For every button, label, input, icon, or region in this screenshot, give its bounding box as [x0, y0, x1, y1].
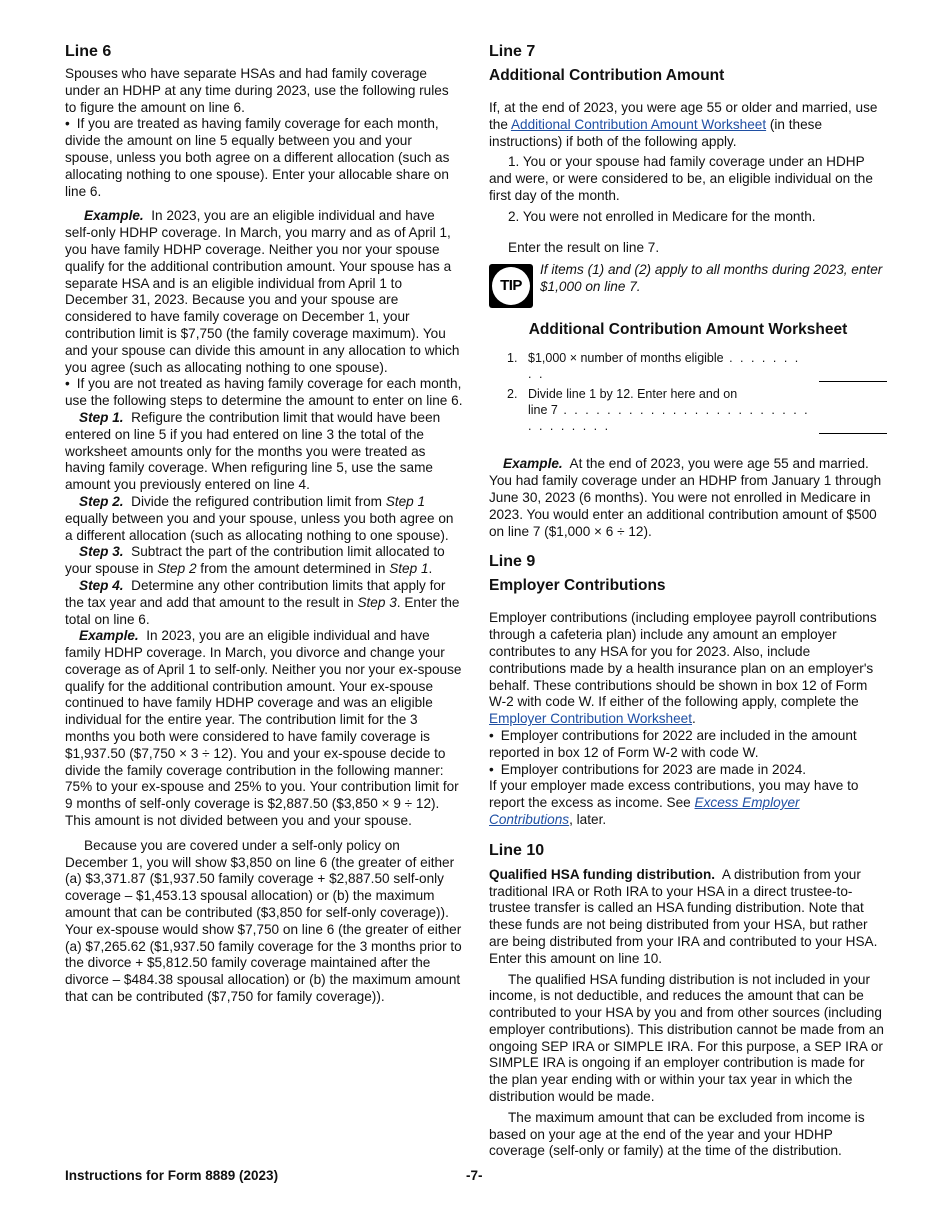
tip-icon: TIP: [489, 264, 533, 308]
line7-item-2: 2. You were not enrolled in Medicare for the month.: [508, 208, 816, 224]
line9-heading: Line 9: [489, 553, 536, 571]
excess-employer-contributions-link[interactable]: Excess Employer Contributions: [489, 795, 800, 827]
line10-paragraph-2: The qualified HSA funding distribution is not included in your income, is not deductible, and reduces the amount that can be contributed to your HSA by you and from other sources (including employer contributions). This distribution cannot be made from an ongoing SEP IRA or SIMPLE IRA. For this purpose, a SEP IRA or SIMPLE IRA is ongoing if an employer contribution is made for the plan year ending with or within your tax year in which the distribution would be made.: [489, 971, 884, 1105]
line7-intro: If, at the end of 2023, you were age 55 or older and married, use the Additional Contribution Amount Worksheet (in these instructions) if both of the following apply.: [489, 100, 878, 149]
step-2: Step 2. Divide the refigured contribution limit from Step 1 equally between you and your spouse, unless you both agree on a different allocation (such as allocating nothing to one spouse).: [65, 493, 454, 543]
employer-contribution-worksheet-link[interactable]: Employer Contribution Worksheet: [489, 711, 692, 727]
left-column: [65, 42, 463, 1006]
line6-example2-continued: Because you are covered under a self-only policy on December 1, you will show $3,850 on line 6 (the greater of either (a) $3,371.87 ($1,937.50 family coverage + $2,887.50 self-only coverage – $1,453.13 spousal allocation) or (b) the maximum amount that can be contributed ($3,850 for self-only coverage)). Your ex-spouse would show $7,750 on line 6 (the greater of either (a) $7,265.62 ($1,937.50 family coverage for the 3 months prior to the divorce + $5,812.50 family coverage maintained after the divorce – $484.38 spousal allocation) or (b) the maximum amount that can be contributed ($7,750 for family coverage)).: [65, 837, 462, 1005]
line7-subheading: Additional Contribution Amount: [489, 67, 725, 84]
worksheet-row-1: 1. $1,000 × number of months eligible . . . . . . . . .: [489, 350, 887, 382]
line10-paragraph: Qualified HSA funding distribution. A distribution from your traditional IRA or Roth IRA to your HSA in a direct trustee-to-trustee transfer is called an HSA funding distribution. Note that these funds are not being distributed from your HSA, but rather are being distributed from your IRA and contributed to your HSA. Enter this amount on line 10.: [489, 866, 878, 966]
page-number: -7-: [466, 1168, 483, 1183]
step-3: Step 3. Subtract the part of the contribution limit allocated to your spouse in Step 2 from the amount determined in Step 1.: [65, 544, 445, 577]
worksheet-line1-field[interactable]: [819, 367, 887, 382]
footer-title: Instructions for Form 8889 (2023): [65, 1168, 279, 1183]
line7-heading: Line 7: [489, 43, 536, 60]
line9-paragraph: Employer contributions (including employee payroll contributions through a cafeteria plan) include any amount an employer contributes to any HSA for you for 2023. Also, include contributions made by a health insurance plan on an employer's behalf. These contributions should be shown in box 12 of Form W-2 with code W. If either of the following apply, complete the Employer Contribution Worksheet.: [489, 610, 877, 727]
line9-excess: If your employer made excess contributions, you may have to report the excess as income. See Excess Employer Contributions, later.: [489, 778, 859, 827]
line6-bullet-family: • If you are treated as having family coverage for each month, divide the amount on line 5 equally between you and your spouse, unless you both agree on a different allocation (such as allocating nothing to one spouse). Enter your allocable share on line 6.: [65, 116, 463, 200]
line7-item-1: 1. You or your spouse had family coverage under an HDHP and were, or were considered to be, an eligible individual on the first day of the month.: [489, 154, 873, 203]
step-1: Step 1. Refigure the contribution limit that would have been entered on line 5 if you had entered on line 3 the total of the worksheet amounts only for the months you were treated as having family coverage. When refiguring line 5, use the same amount you previously entered on line 4.: [65, 409, 441, 493]
line9-bullet-2: • Employer contributions for 2023 are made in 2024.: [489, 762, 887, 779]
line6-heading: Line 6: [65, 43, 112, 60]
line7-example: Example. At the end of 2023, you were age 55 and married. You had family coverage under an HDHP from January 1 through June 30, 2023 (6 months). You were not enrolled in Medicare in 2023. You would enter an additional contribution amount of $500 on line 7 ($1,000 × 6 ÷ 12).: [489, 456, 882, 539]
worksheet-row-2: 2. Divide line 1 by 12. Enter here and on line 7 . . . . . . . . . . . . . . . . . . . . . . . . . . . . . . .: [489, 386, 887, 434]
additional-contribution-worksheet-link[interactable]: Additional Contribution Amount Worksheet: [510, 116, 767, 132]
line9-bullet-1: • Employer contributions for 2022 are included in the amount reported in box 12 of Form W-2 with code W.: [489, 728, 887, 762]
worksheet-title: Additional Contribution Amount Worksheet: [528, 321, 848, 339]
line10-heading: Line 10: [489, 841, 545, 859]
line7-enter-result: Enter the result on line 7.: [508, 239, 660, 255]
tip-text: If items (1) and (2) apply to all months during 2023, enter $1,000 on line 7.: [540, 262, 883, 295]
tip-box: [489, 264, 887, 308]
right-column: [489, 42, 887, 1160]
line10-paragraph-3: The maximum amount that can be excluded from income is based on your age at the end of the year and your HDHP coverage (self-only or family) at the time of the distribution.: [489, 1109, 865, 1159]
worksheet-line2-field[interactable]: [819, 419, 887, 434]
step-4: Step 4. Determine any other contribution limits that apply for the tax year and add that amount to the result in Step 3. Enter the total on line 6.: [65, 577, 460, 627]
line9-subheading: Employer Contributions: [489, 577, 666, 595]
line6-bullet-not-family: • If you are not treated as having family coverage for each month, use the following steps to determine the amount to enter on line 6.: [65, 376, 463, 410]
line6-example1: Example. In 2023, you are an eligible individual and have self-only HDHP coverage. In March, you marry and as of April 1, you have family HDHP coverage. Neither you nor your spouse qualify for the additional contribution amount. Your spouse has a separate HSA and is an eligible individual from April 1 to December 31, 2023. Because you and your spouse are considered to have family coverage on December 1, your contribution limit is $7,750 (the family coverage maximum). You and your spouse can divide this amount in any allocation to which you agree (such as allocating nothing to one spouse).: [65, 208, 460, 375]
line6-intro: Spouses who have separate HSAs and had family coverage under an HDHP at any time during 2023, use the following rules to figure the amount on line 6.: [65, 66, 449, 115]
line6-example2: Example. In 2023, you are an eligible individual and have family HDHP coverage. In March, you divorce and change your coverage as of April 1 to self-only. Neither you nor your ex-spouse qualify for the additional contribution amount. Your ex-spouse continued to have family HDHP coverage and was an eligible individual for the entire year. The contribution limit for the 3 months you both were considered to have family coverage is $1,937.50 ($7,750 × 3 ÷ 12). You and your ex-spouse decide to divide the family coverage contribution in the following manner: 75% to your ex-spouse and 25% to you. Your contribution limit for 9 months of self-only coverage is $2,887.50 ($3,850 × 9 ÷ 12). This amount is not divided between you and your spouse.: [65, 628, 462, 829]
